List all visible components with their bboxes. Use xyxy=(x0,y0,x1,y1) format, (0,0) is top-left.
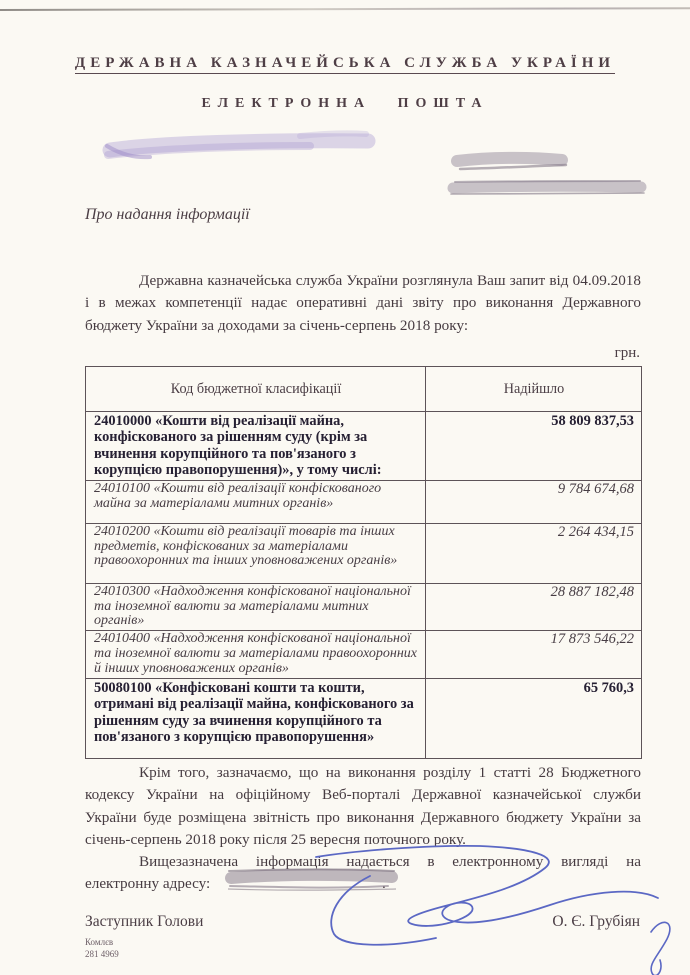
email-address-redaction xyxy=(214,877,382,888)
table-row xyxy=(86,631,642,679)
table-header-code: Код бюджетної класифікації xyxy=(86,367,426,412)
row-code-text: 24010000 «Кошти від реалізації майна, конфіскованого за рішенням суду (крім за вчинення корупційного та пов'язаного з корупцією правопорушення)», у тому числі: xyxy=(86,412,426,481)
row-value: 17 873 546,22 xyxy=(426,631,642,679)
currency-unit-label: грн. xyxy=(614,345,640,361)
doc-type-subtitle: ЕЛЕКТРОННА ПОШТА xyxy=(201,96,489,111)
table-row xyxy=(86,679,642,759)
row-value: 9 784 674,68 xyxy=(426,480,642,523)
signer-name: О. Є. Грубіян xyxy=(552,913,640,930)
executor-phone: 281 4969 xyxy=(85,948,119,959)
executor-name: Комлєв xyxy=(85,937,114,947)
scan-artifact-line xyxy=(0,7,690,11)
intro-paragraph: Державна казначейська служба України розглянула Ваш запит від 04.09.2018 і в межах компетенції надає оперативні дані звіту про виконання Державного бюджету України за доходами за січень-серпень 2018 року: xyxy=(85,272,641,334)
row-value: 2 264 434,15 xyxy=(426,523,642,583)
redaction-scribble-left xyxy=(107,133,368,157)
email-paragraph-line1: Вищезазначена інформація надається в електронному вигляді на xyxy=(139,853,641,870)
table-row xyxy=(86,583,642,631)
table-row xyxy=(86,523,642,583)
row-value: 58 809 837,53 xyxy=(426,412,642,481)
redaction-scribble-date xyxy=(457,158,566,169)
row-value: 65 760,3 xyxy=(426,679,642,759)
row-code-text: 50080100 «Конфісковані кошти та кошти, отримані від реалізації майна, конфіскованого за рішенням суду за вчинення корупційного та пов'язаного з корупцією правопорушення» xyxy=(86,679,426,759)
org-title: ДЕРЖАВНА КАЗНАЧЕЙСЬКА СЛУЖБА УКРАЇНИ xyxy=(0,55,690,72)
budget-table xyxy=(85,366,642,759)
signer-title: Заступник Голови xyxy=(85,913,204,930)
row-code-text: 24010300 «Надходження конфіскованої національної та іноземної валюти за матеріалами митних органів» xyxy=(86,583,426,631)
web-portal-paragraph: Крім того, зазначаємо, що на виконання розділу 1 статті 28 Бюджетного кодексу України на офіційному Веб-порталі Державної казначейської служби України буде розміщена звітність про виконання Державного бюджету України за січень-серпень 2018 року після 25 вересня поточного року. xyxy=(85,764,641,849)
email-paragraph-line2: електронну адресу: . xyxy=(85,875,386,892)
table-row xyxy=(86,480,642,523)
signature-flourish xyxy=(651,922,670,975)
row-value: 28 887 182,48 xyxy=(426,583,642,631)
redaction-scribble-number xyxy=(451,181,644,194)
row-code-text: 24010200 «Кошти від реалізації товарів та інших предметів, конфіскованих за матеріалами правоохоронних та інших уповноважених органів» xyxy=(86,523,426,583)
subject-line: Про надання інформації xyxy=(85,206,250,223)
row-code-text: 24010100 «Кошти від реалізації конфіскованого майна за матеріалами митних органів» xyxy=(86,480,426,523)
executor-block xyxy=(85,937,119,960)
table-row xyxy=(86,412,642,481)
row-code-text: 24010400 «Надходження конфіскованої національної та іноземної валюти за матеріалами правоохоронних й інших уповноважених органів» xyxy=(86,631,426,679)
table-header-received: Надійшло xyxy=(426,367,642,412)
